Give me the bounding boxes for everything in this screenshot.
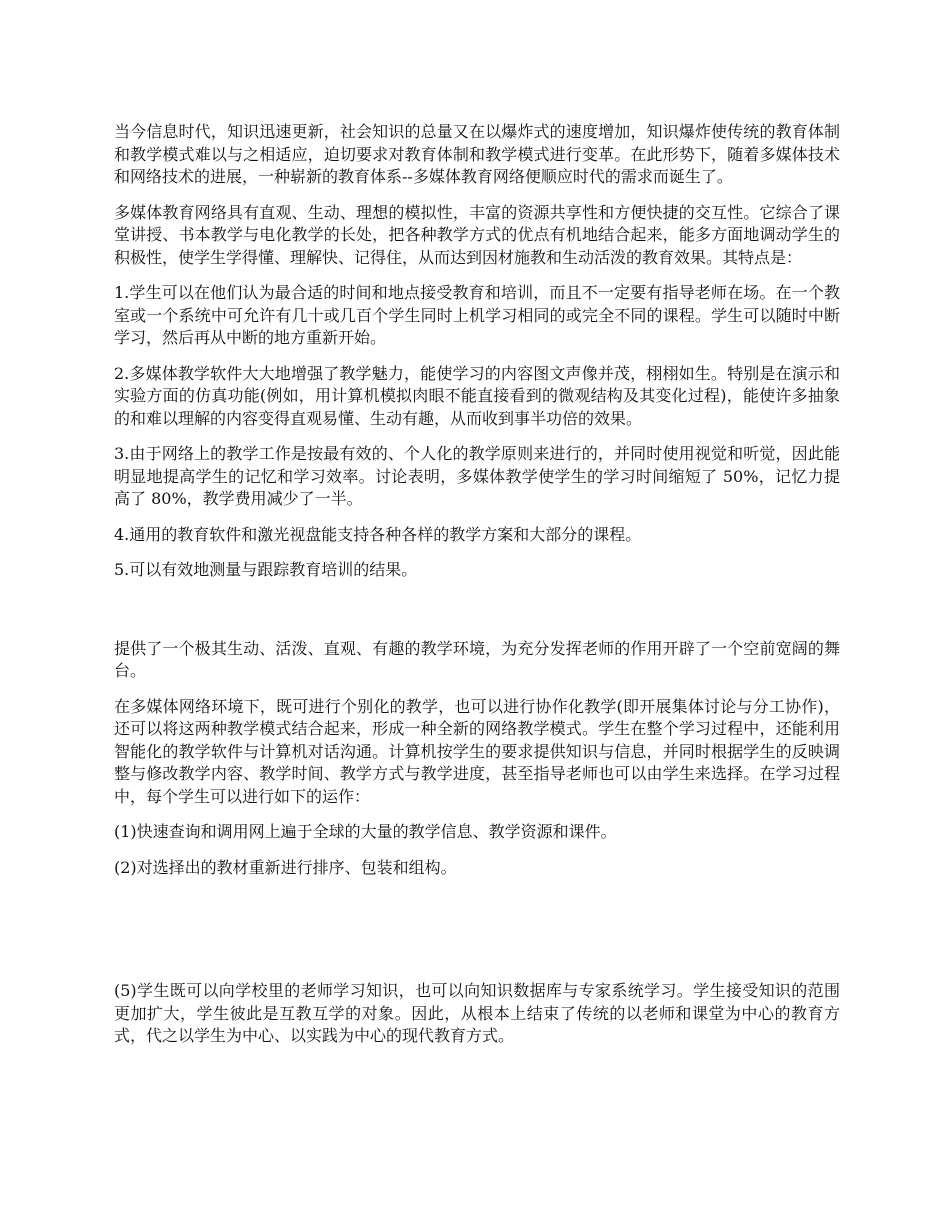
paragraph-point-3: 3.由于网络上的教学工作是按最有效的、个人化的教学原则来进行的，并同时使用视觉和听觉，因此能明显地提高学生的记忆和学习效率。讨论表明，多媒体教学使学生的学习时间缩短了 50%，记忆力提高了 80%，教学费用减少了一半。 <box>114 444 840 508</box>
paragraph-features: 多媒体教育网络具有直观、生动、理想的模拟性，丰富的资源共享性和方便快捷的交互性。它综合了课堂讲授、书本教学与电化教学的长处，把各种教学方式的优点有机地结合起来，能多方面地调动学生的积极性，使学生学得懂、理解快、记得住，从而达到因材施教和生动活泼的教育效果。其特点是： <box>114 202 840 267</box>
paragraph-point-2: 2.多媒体教学软件大大地增强了教学魅力，能使学习的内容图文声像并茂，栩栩如生。特别是在演示和实验方面的仿真功能(例如，用计算机模拟肉眼不能直接看到的微观结构及其变化过程)，能使许多抽象的和难以理解的内容变得直观易懂、生动有趣，从而收到事半功倍的效果。 <box>114 363 840 428</box>
paragraph-point-4: 4.通用的教育软件和激光视盘能支持各种各样的教学方案和大部分的课程。 <box>114 524 642 544</box>
document-page <box>114 121 840 1061</box>
paragraph-network-teaching: 在多媒体网络环境下，既可进行个别化的教学，也可以进行协作化教学(即开展集体讨论与分工协作)，还可以将这两种教学模式结合起来，形成一种全新的网络教学模式。学生在整个学习过程中，还能利用智能化的教学软件与计算机对话沟通。计算机按学生的要求提供知识与信息，并同时根据学生的反映调整与修改教学内容、教学时间、教学方式与教学进度，甚至指导老师也可以由学生来选择。在学习过程中，每个学生可以进行如下的运作： <box>114 696 840 806</box>
paragraph-operation-2: (2)对选择出的教材重新进行排序、包装和组构。 <box>114 857 457 877</box>
paragraph-operation-1: (1)快速查询和调用网上遍于全球的大量的教学信息、教学资源和课件。 <box>114 822 617 841</box>
blank-spacer <box>114 595 840 638</box>
paragraph-operation-5: (5)学生既可以向学校里的老师学习知识，也可以向知识数据库与专家系统学习。学生接受知识的范围更加扩大，学生彼此是互教互学的对象。因此，从根本上结束了传统的以老师和课堂为中心的教育方式，代之以学生为中心、以实践为中心的现代教育方式。 <box>114 981 840 1045</box>
paragraph-point-5: 5.可以有效地测量与跟踪教育培训的结果。 <box>114 560 418 579</box>
paragraph-environment: 提供了一个极其生动、活泼、直观、有趣的教学环境，为充分发挥老师的作用开辟了一个空前宽阔的舞台。 <box>114 638 840 680</box>
paragraph-intro: 当今信息时代，知识迅速更新，社会知识的总量又在以爆炸式的速度增加，知识爆炸使传统的教育体制和教学模式难以与之相适应，迫切要求对教育体制和教学模式进行变革。在此形势下，随着多媒体技术和网络技术的进展，一种崭新的教育体系--多媒体教育网络便顺应时代的需求而诞生了。 <box>114 122 840 186</box>
blank-spacer <box>114 892 840 980</box>
paragraph-point-1: 1.学生可以在他们认为最合适的时间和地点接受教育和培训，而且不一定要有指导老师在场。在一个教室或一个系统中可允许有几十或几百个学生同时上机学习相同的或完全不同的课程。学生可以随时中断学习，然后再从中断的地方重新开始。 <box>114 283 840 347</box>
